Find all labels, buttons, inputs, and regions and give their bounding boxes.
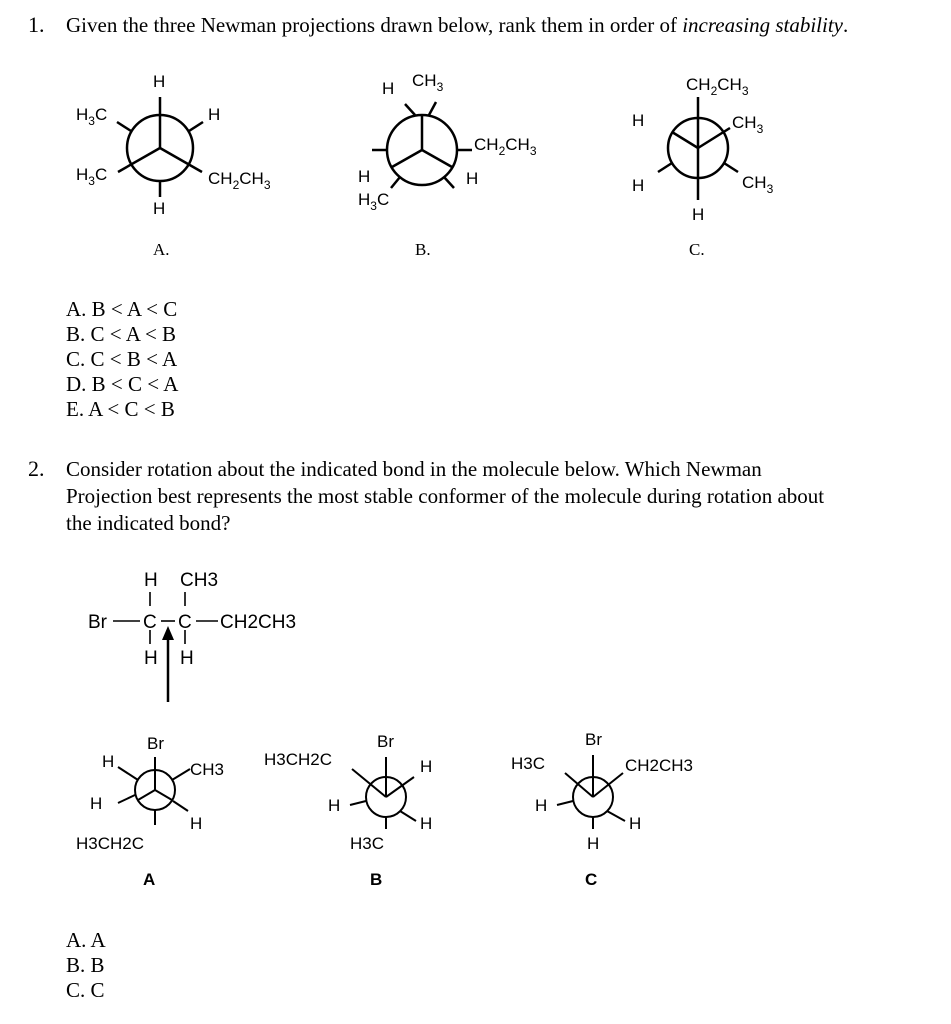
q1-choice-d[interactable]: D. B < C < A [66,372,179,396]
question-1-text [66,12,848,39]
q1-label-b: B. [415,240,431,259]
q2-choice-b[interactable]: B. B [66,953,105,977]
q2-newman-c [505,725,735,855]
q2-newman-a [70,725,280,855]
q1b-front-top-left-h: H [382,79,395,98]
q2c-left: H3C [511,754,546,773]
q1-label-a: A. [153,240,170,259]
q2a-h-top-left: H [102,752,115,771]
q2-choice-a[interactable]: A. A [66,928,106,952]
q2-mol-h-bot1: H [144,648,158,669]
question-1-number: 1. [28,12,45,37]
q2-label-b: B [370,870,383,889]
q1-choice-e[interactable]: E. A < C < B [66,397,175,421]
q1-choices [66,297,178,422]
question-1-emphasis: increasing stability [682,13,843,37]
q1c-front-right-up: $CH_3$ [732,113,764,136]
q2a-bottom: H3CH2C [76,834,145,853]
rotation-arrow-icon [162,626,174,640]
q1-label-c: C. [689,240,705,259]
question-2-text [66,456,824,537]
q2c-br: Br [585,730,602,749]
q2-mol-ch3-top: CH3 [180,570,219,591]
q2b-h-top-right: H [420,757,433,776]
q2c-bottom: H [587,834,600,853]
q2a-ch3: CH3 [190,760,225,779]
q2a-br: Br [147,734,164,753]
q1b-back-left-h: H [358,167,371,186]
question-1-text-start: Given the three Newman projections drawn below, rank them in order of [66,13,683,37]
q2-mol-c1: C [143,612,157,633]
question-2-line-1: Consider rotation about the indicated bond in the molecule below. Which Newman [66,457,762,481]
q1-newman-b [350,62,590,237]
q2b-left: H3CH2C [264,750,333,769]
q1b-front-bottom-left: $H_3C$ [358,190,390,213]
q2-mol-h-bot2: H [180,648,194,669]
q2-label-c: C [585,870,598,889]
q1-choice-a[interactable]: A. B < A < C [66,297,178,321]
q1c-back-left-h: H [632,176,645,195]
q2b-h-bottom-right: H [420,814,433,833]
q1-choice-c[interactable]: C. C < B < A [66,347,178,371]
q1-choice-b[interactable]: B. C < A < B [66,322,177,346]
question-2-number: 2. [28,456,45,481]
q2-mol-c2: C [178,612,192,633]
q2c-h-left: H [535,796,548,815]
q2-molecule [80,562,340,712]
q2-mol-h-top: H [144,570,158,591]
q2a-h-left: H [90,794,103,813]
q1a-front-left: $H_3C$ [76,165,108,188]
q2-choices [66,928,106,1003]
q2c-h-bottom-right: H [629,814,642,833]
q1a-back-top-left: $H_3C$ [76,105,108,128]
q1c-front-top: $CH_2CH_3$ [686,75,749,98]
q2-mol-ch2ch3: CH2CH3 [220,612,297,633]
q1a-back-top-right-h: H [208,105,221,124]
q2a-h-bottom-right: H [190,814,203,833]
q2-choice-c[interactable]: C. C [66,978,105,1002]
q1a-front-top-h: H [153,72,166,91]
q1b-back-right: $CH_2CH_3$ [474,135,537,158]
q2-newman-b [258,725,468,855]
q2-label-a: A [143,870,156,889]
question-2-line-2: Projection best represents the most stable conformer of the molecule during rotation about [66,484,825,508]
q2-mol-br: Br [88,612,107,633]
question-1-text-end: . [843,13,849,37]
q1b-back-bottom-right-h: H [466,169,479,188]
q1a-front-right: $CH_2CH_3$ [208,169,271,192]
q1-newman-a [60,62,320,237]
q1b-front-top-right: $CH_3$ [412,71,444,94]
q2b-bottom: H3C [350,834,385,853]
q1c-front-left-h: H [632,111,645,130]
q1c-back-right: $CH_3$ [742,173,774,196]
q1c-back-bottom-h: H [692,205,705,224]
q1-newman-c [610,62,810,237]
q2c-right: CH2CH3 [625,756,694,775]
q1a-back-bottom-h: H [153,199,166,218]
question-2-line-3: the indicated bond? [66,511,231,535]
q2b-br: Br [377,732,394,751]
q2b-h-left: H [328,796,341,815]
